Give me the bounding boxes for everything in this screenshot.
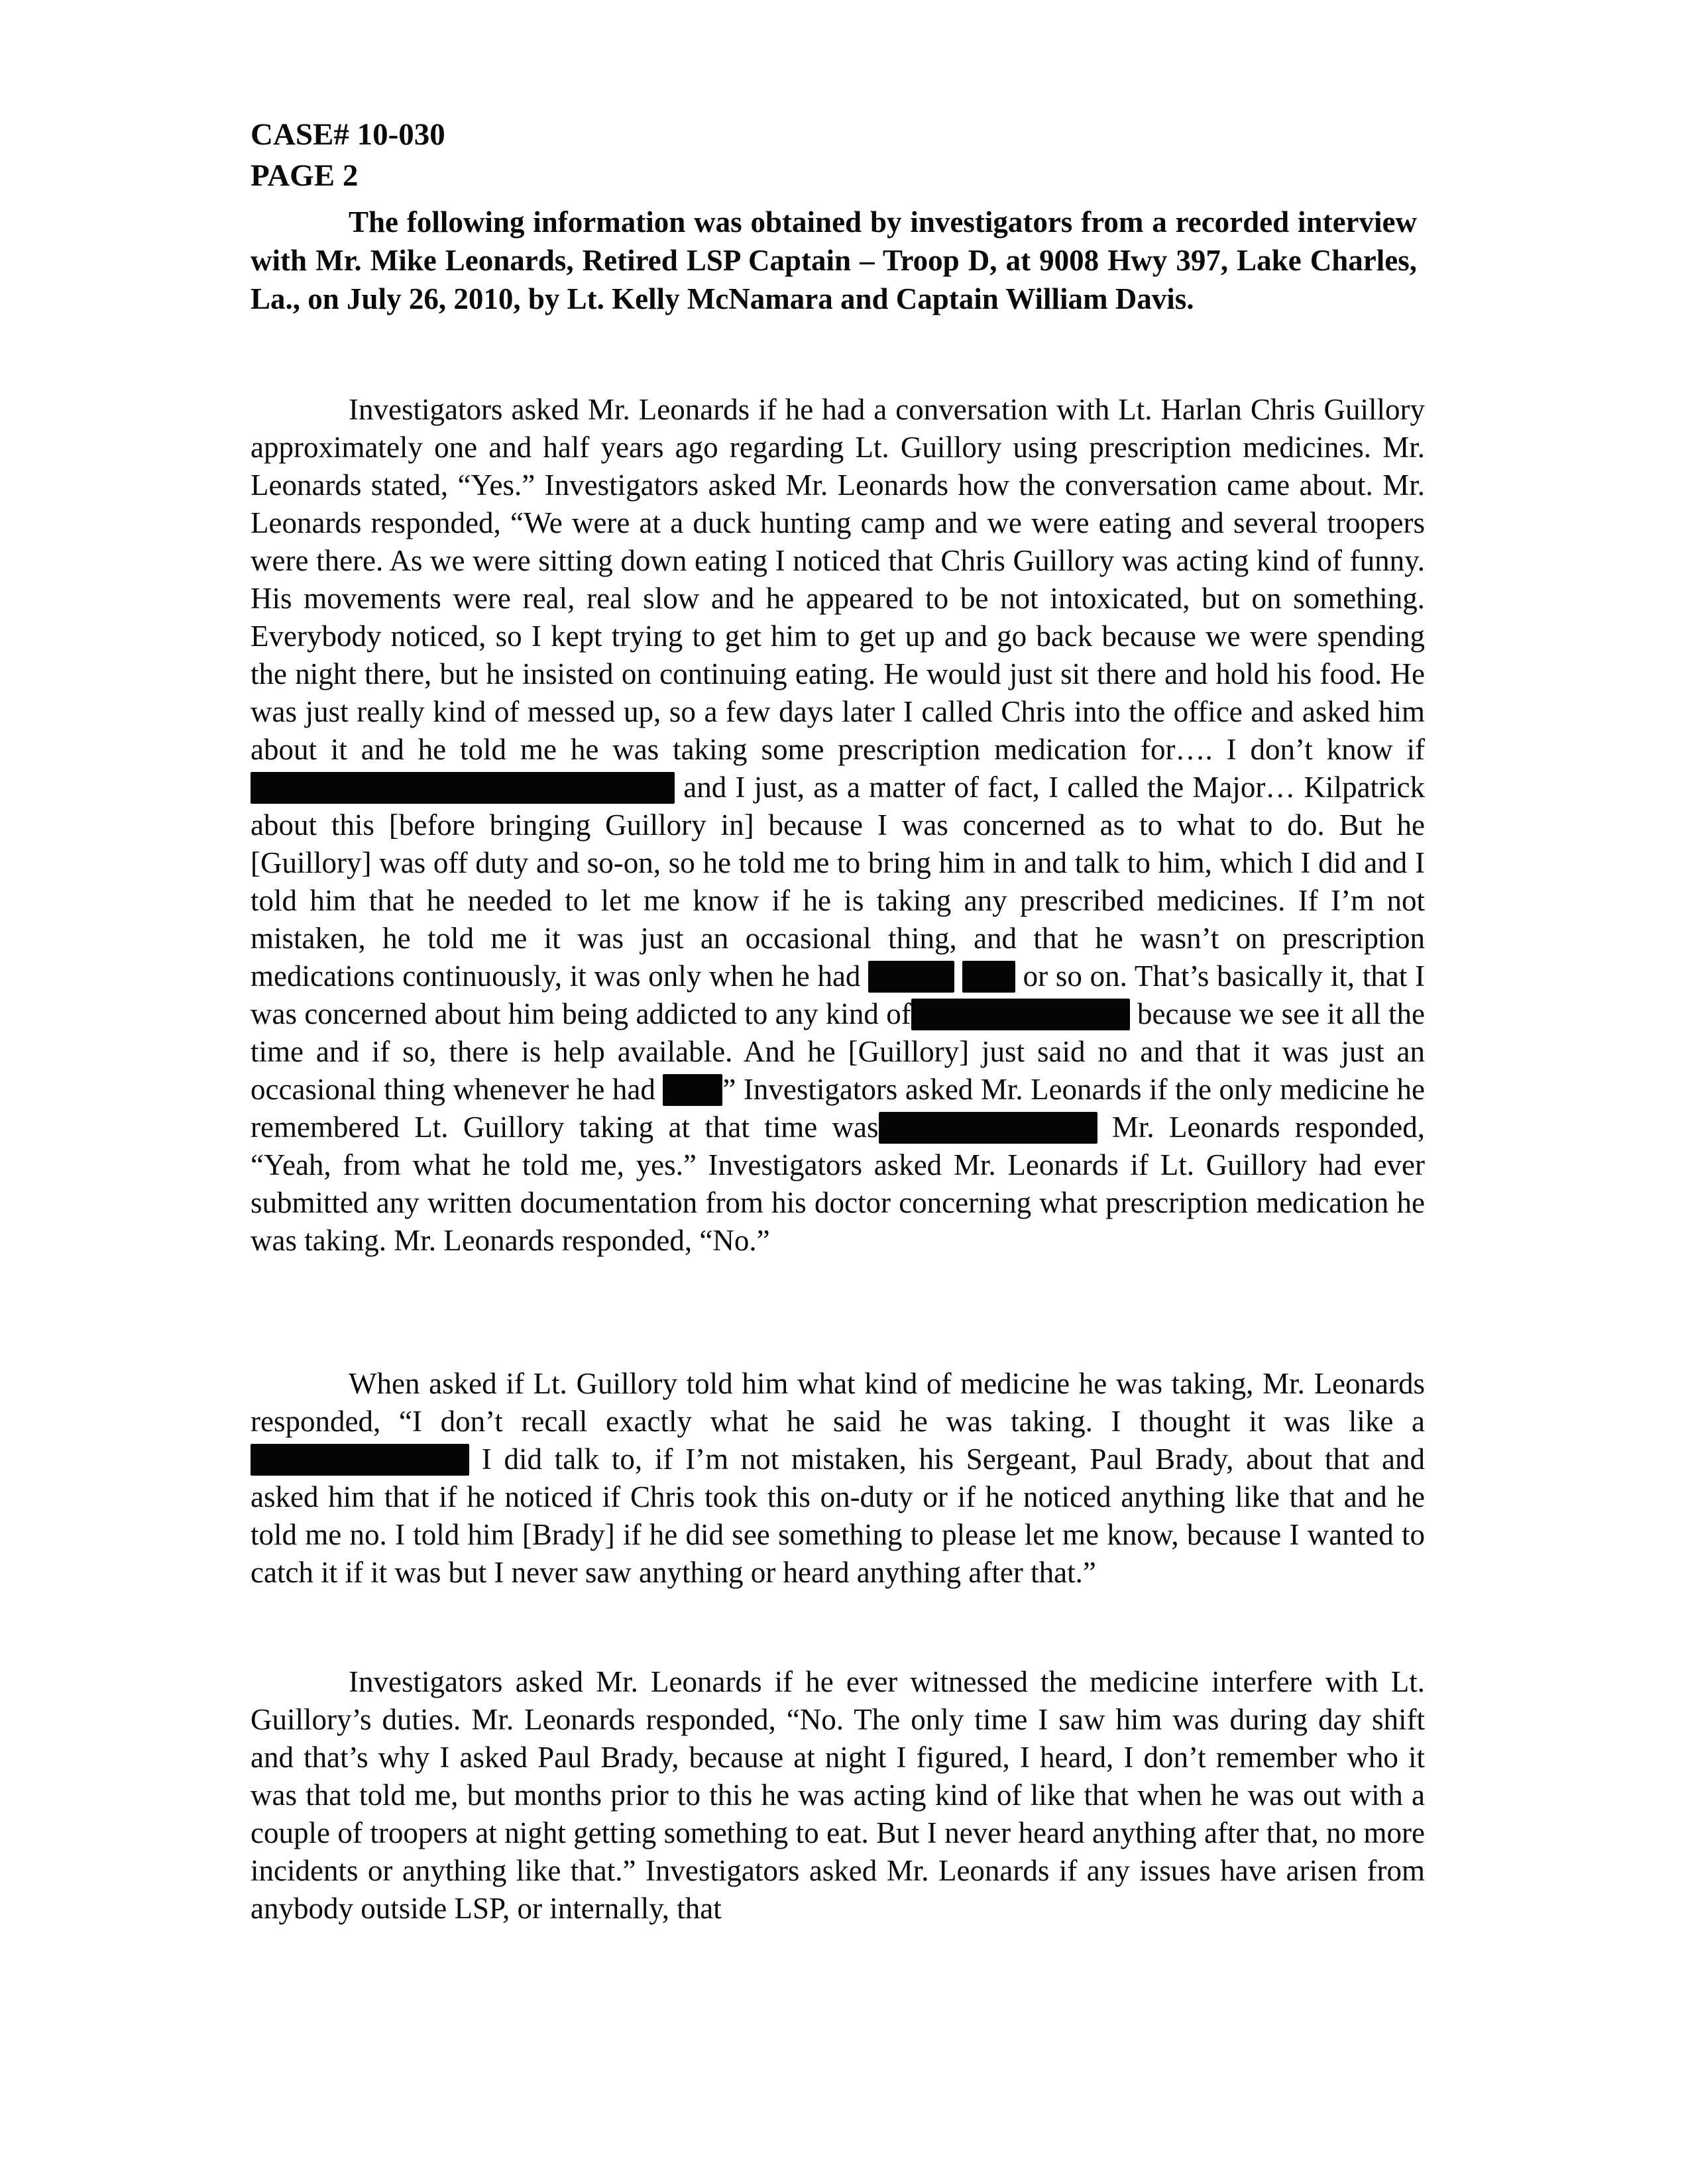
paragraph-text: When asked if Lt. Guillory told him what kind of medicine he was taking, Mr. Leonards responded, “I don’t recall exactly what he said he was taking. I thought it was like a — [251, 1367, 1425, 1438]
page-number: PAGE 2 — [251, 158, 359, 193]
paragraph-text: or so on. That’s basically it, that I was concerned about him being addicted to any kind of — [251, 959, 1425, 1030]
paragraph-medicine-kind — [251, 1365, 1425, 1592]
paragraph-text: ” Investigators asked Mr. Leonards if the only medicine he remembered Lt. Guillory taking at that time was — [251, 1073, 1425, 1144]
redaction-block — [911, 999, 1130, 1030]
redaction-block — [868, 961, 954, 993]
paragraph-text: and I just, as a matter of fact, I called the Major… Kilpatrick about this [before bringing Guillory in] because I was concerned as to what to do. But he [Guillory] was off duty and so-on, so he told me to bring him in and talk to him, which I did and I told him that he needed to let me know if he is taking any prescribed medicines. If I’m not mistaken, he told me it was just an occasional thing, and that he wasn’t on prescription medications continuously, it was only when he had — [251, 771, 1425, 993]
case-number: CASE# 10-030 — [251, 117, 445, 152]
paragraph-duties: Investigators asked Mr. Leonards if he ever witnessed the medicine interfere with Lt. Guillory’s duties. Mr. Leonards responded, “No. The only time I saw him was during day shift and that’s why I asked Paul Brady, because at night I figured, I heard, I don’t remember who it was that told me, but months prior to this he was acting kind of like that when he was out with a couple of troopers at night getting something to eat. But I never heard anything after that, no more incidents or anything like that.” Investigators asked Mr. Leonards if any issues have arisen from anybody outside LSP, or internally, that — [251, 1665, 1425, 1925]
paragraph-text: Investigators asked Mr. Leonards if he had a conversation with Lt. Harlan Chris Guillory approximately one and half years ago regarding Lt. Guillory using prescription medicines. Mr. Leonards stated, “Yes.” Investigators asked Mr. Leonards how the conversation came about. Mr. Leonards responded, “We were at a duck hunting camp and we were eating and several troopers were there. As we were sitting down eating I noticed that Chris Guillory was acting kind of funny. His movements were real, real slow and he appeared to be not intoxicated, but on something. Everybody noticed, so I kept trying to get him to get up and go back because we were spending the night there, but he insisted on continuing eating. He would just sit there and hold his food. He was just really kind of messed up, so a few days later I called Chris into the office and asked him about it and he told me he was taking some prescription medication for…. I don’t know if — [251, 393, 1425, 766]
paragraph-text: I did talk to, if I’m not mistaken, his Sergeant, Paul Brady, about that and asked him that if he noticed if Chris took this on-duty or if he noticed anything like that and he told me no. I told him [Brady] if he did see something to please let me know, because I wanted to catch it if it was but I never saw anything or heard anything after that.” — [251, 1443, 1425, 1589]
redaction-block — [251, 772, 675, 804]
redaction-block — [663, 1074, 722, 1106]
redaction-block — [251, 1444, 469, 1476]
paragraph-text: because we see it all the time and if so, there is help available. And he [Guillory] just said no and that it was just an occasional thing whenever he had — [251, 997, 1426, 1106]
paragraph-conversation — [251, 391, 1425, 1260]
paragraph-text: Mr. Leonards responded, “Yeah, from what he told me, yes.” Investigators asked Mr. Leonards if Lt. Guillory had ever submitted any written documentation from his doctor concerning what prescription medication he was taking. Mr. Leonards responded, “No.” — [251, 1111, 1426, 1257]
redaction-block — [962, 961, 1015, 993]
document-header — [251, 114, 445, 196]
interview-summary: The following information was obtained by investigators from a recorded interview with Mr. Mike Leonards, Retired LSP Captain – Troop D, at 9008 Hwy 397, Lake Charles, La., on July 26, 2010, by Lt. Kelly McNamara and Captain William Davis. — [251, 205, 1417, 315]
redaction-block — [879, 1112, 1097, 1144]
